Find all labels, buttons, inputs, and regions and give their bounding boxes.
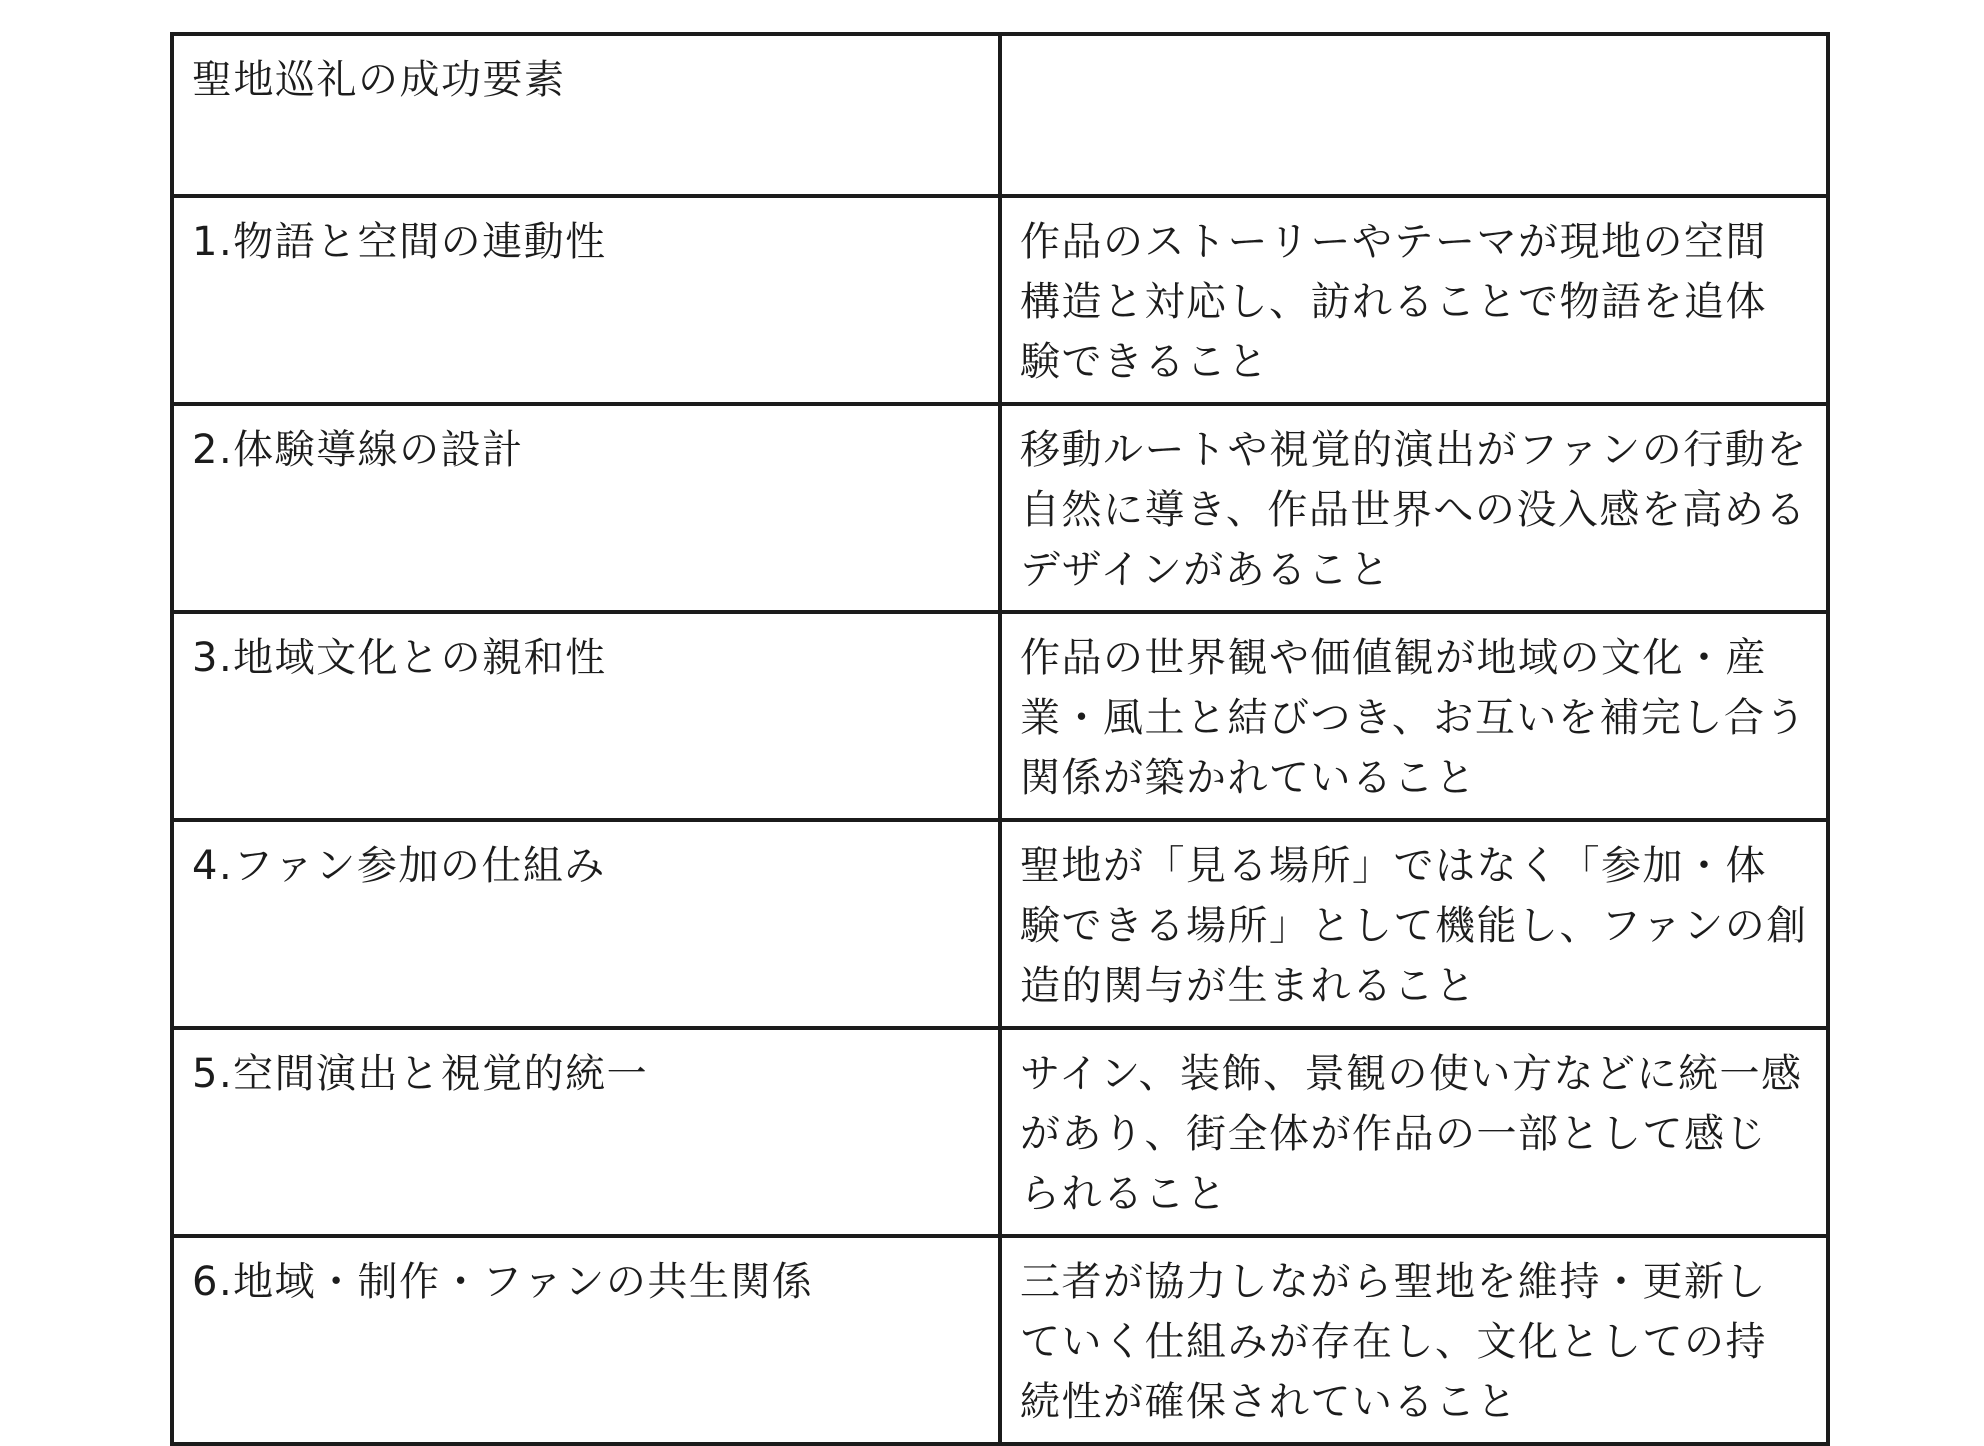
description-cell: 作品のストーリーやテーマが現地の空間構造と対応し、訪れることで物語を追体験できること xyxy=(1000,196,1828,404)
table-row xyxy=(172,196,1828,404)
factor-cell: 2.体験導線の設計 xyxy=(172,404,1000,612)
description-cell: 移動ルートや視覚的演出がファンの行動を自然に導き、作品世界への没入感を高めるデザインがあること xyxy=(1000,404,1828,612)
factor-cell: 4.ファン参加の仕組み xyxy=(172,820,1000,1028)
table-header-empty-cell xyxy=(1000,34,1828,196)
table-row xyxy=(172,1236,1828,1444)
description-cell: 聖地が「見る場所」ではなく「参加・体験できる場所」として機能し、ファンの創造的関与が生まれること xyxy=(1000,820,1828,1028)
factor-cell: 1.物語と空間の連動性 xyxy=(172,196,1000,404)
table-header-row xyxy=(172,34,1828,196)
table-title-cell: 聖地巡礼の成功要素 xyxy=(172,34,1000,196)
description-cell: 作品の世界観や価値観が地域の文化・産業・風土と結びつき、お互いを補完し合う関係が築かれていること xyxy=(1000,612,1828,820)
factor-cell: 5.空間演出と視覚的統一 xyxy=(172,1028,1000,1236)
factor-cell: 3.地域文化との親和性 xyxy=(172,612,1000,820)
success-factors-table xyxy=(170,32,1830,1446)
description-cell: 三者が協力しながら聖地を維持・更新していく仕組みが存在し、文化としての持続性が確保されていること xyxy=(1000,1236,1828,1444)
table-row xyxy=(172,404,1828,612)
description-cell: サイン、装飾、景観の使い方などに統一感があり、街全体が作品の一部として感じられること xyxy=(1000,1028,1828,1236)
table-row xyxy=(172,612,1828,820)
table-row xyxy=(172,820,1828,1028)
table-row xyxy=(172,1028,1828,1236)
factor-cell: 6.地域・制作・ファンの共生関係 xyxy=(172,1236,1000,1444)
